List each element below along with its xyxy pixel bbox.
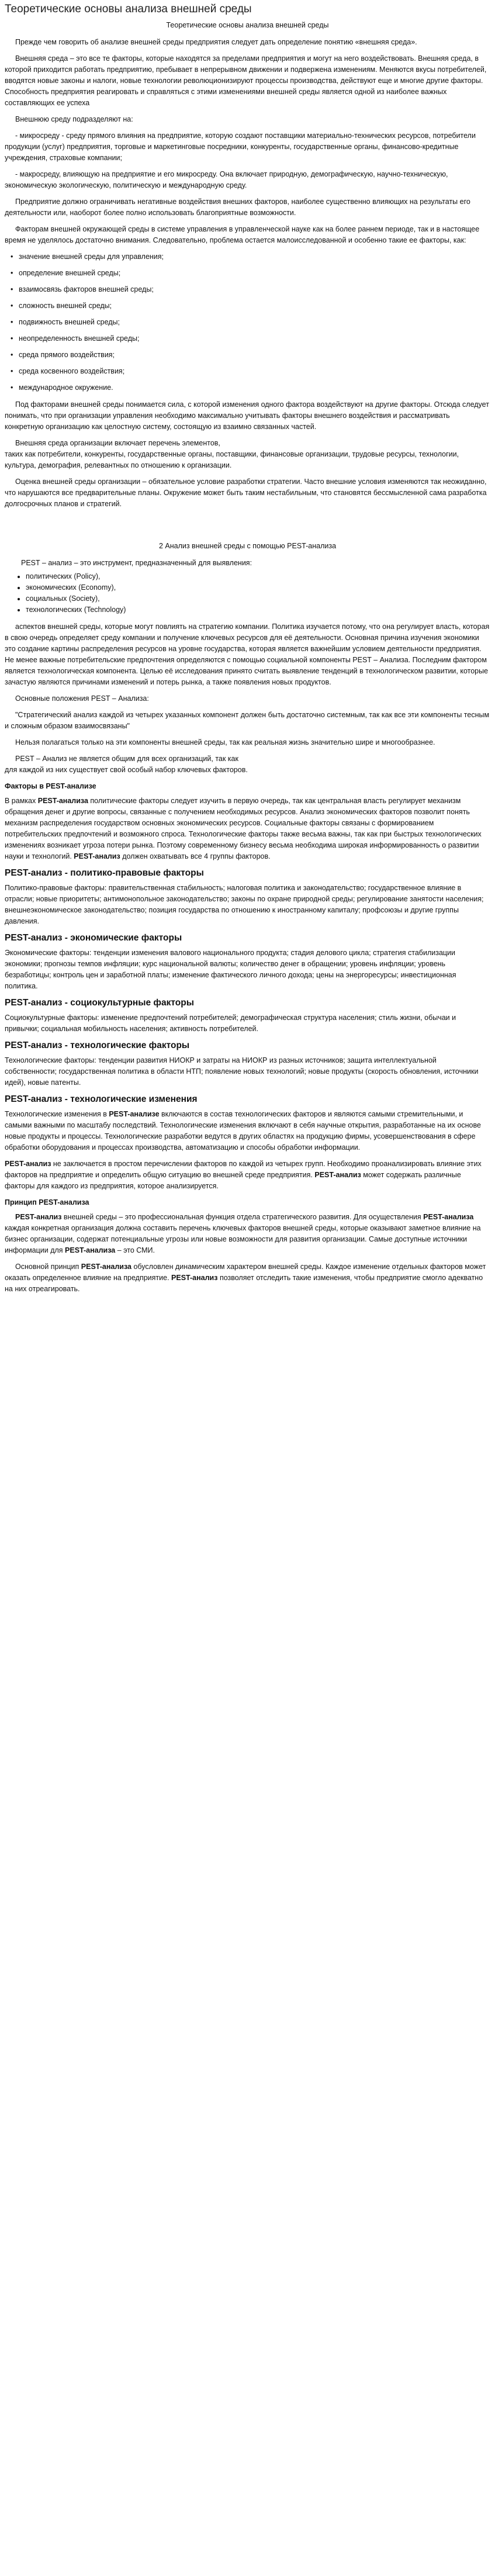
pest-paragraph: "Стратегический анализ каждой из четырех указанных компонент должен быть достаточно системным, так как все эти компоненты тесным и сложным образом взаимосвязаны" xyxy=(5,711,490,730)
list-item: • среда косвенного воздействия; xyxy=(19,366,490,377)
list-item: • социальных (Society), xyxy=(26,593,490,604)
pest-list xyxy=(5,571,490,616)
list-item: • экономических (Economy), xyxy=(26,582,490,593)
page-title: Теоретические основы анализа внешней среды xyxy=(5,3,252,15)
list-item: • международное окружение. xyxy=(19,382,490,393)
intro-paragraph: Прежде чем говорить об анализе внешней среды предприятия следует дать определение понятию «внешняя среда». xyxy=(15,38,417,46)
social-heading: PEST-анализ - социокультурные факторы xyxy=(5,998,194,1008)
pest-paragraph: аспектов внешней среды, которые могут повлиять на стратегию компании. Политика изучается потому, что она регулирует власть, которая в свою очередь определяет среду компании и получение ключевых ресурсов для её деятельности. Основная причина изучения экономики это создание картины распределения ресурсов на уровне государства, которая является важнейшим условием деятельности предприятия. Не менее важные потребительские предпочтения определяются с помощью социальной компоненты PEST – Анализа. Последним фактором является технологическая компонента. Целью её исследования принято считать выявление тенденций в технологическом развитии, которые зачастую являются причинами изменений и потерь рынка, а также появления новых продуктов. xyxy=(5,623,490,686)
summary-paragraph: PEST-анализ не заключается в простом перечислении факторов по каждой из четырех групп. Необходимо проанализировать влияние этих факторов на предприятие и определить общую ситуацию во внешней среде предприятия. PEST-анализ может содержать различные факторы для каждого из предприятия, которое анализируется. xyxy=(5,1160,482,1190)
list-item: • технологических (Technology) xyxy=(26,604,490,616)
factors-list xyxy=(5,251,490,393)
body-paragraph: Внешняя среда организации включает перечень элементов, таких как потребители, конкуренты, государственные органы, поставщики, финансовые организации, трудовые ресурсы, технологии, культура, демография, релевантных по отношению к организации. xyxy=(5,439,459,469)
list-item: • значение внешней среды для управления; xyxy=(19,251,490,262)
tech-changes-text: Технологические изменения в PEST-анализе включаются в состав технологических факторов и являются самыми стремительными, и самыми важными по масштабу последствий. Технологические изменения включают в себя научные открытия, разработанные на их основе новые продукты и процессы. Технологические разработки ведутся в других областях на продукцию фирмы, усовершенствования в сфере обработки оборудования и процессах производства, автоматизацию и способы обработки информации. xyxy=(5,1110,481,1152)
list-item: • политических (Policy), xyxy=(26,571,490,582)
political-heading: PEST-анализ - политико-правовые факторы xyxy=(5,868,204,878)
intro-paragraph: - макросреду, влияющую на предприятие и его микросреду. Она включает природную, демографическую, научно-техническую, экономическую экологическую, политическую и международную среду. xyxy=(5,170,448,189)
intro-paragraph: Факторам внешней окружающей среды в системе управления в управленческой науке как на более раннем периоде, так и в настоящее время не уделялось достаточно внимания. Следовательно, проблема остается малоисследованной и особенно такие ее факторы, как: xyxy=(5,225,480,244)
list-item: • подвижность внешней среды; xyxy=(19,317,490,328)
social-text: Социокультурные факторы: изменение предпочтений потребителей; демографическая структура населения; стиль жизни, обычаи и привычки; социальная мобильность населения; активность потребителей. xyxy=(5,1014,456,1033)
tech-changes-heading: PEST-анализ - технологические изменения xyxy=(5,1094,198,1104)
list-item: • неопределенность внешней среды; xyxy=(19,333,490,344)
intro-paragraph: Предприятие должно ограничивать негативные воздействия внешних факторов, наиболее существенно влияющих на результаты его деятельности или, наоборот более полно использовать благоприятные возможности. xyxy=(5,198,470,217)
economic-heading: PEST-анализ - экономические факторы xyxy=(5,933,182,943)
principle-heading: Принцип PEST-анализа xyxy=(5,1198,89,1206)
factors-paragraph: В рамках PEST-анализа политические факторы следует изучить в первую очередь, так как центральная власть регулирует механизм обращения денег и другие вопросы, связанные с получением необходимых ресурсов. Анализ экономических факторов позволит понять механизм распределения государством основных экономических ресурсов. Социальные факторы связаны с формированием потребительских предпочтений и возможного спроса. Технологические факторы также весьма важны, так как при быстрых технологических изменениях возникает угроза потери рынка. Поэтому современному бизнесу весьма необходима широкая информированность о развитии науки и технологий. PEST-анализ должен охватывать все 4 группы факторов. xyxy=(5,797,482,860)
section-title: 2 Анализ внешней среды с помощью PEST-анализа xyxy=(158,542,337,550)
pest-paragraph: Нельзя полагаться только на эти компоненты внешней среды, так как реальная жизнь значительно шире и многообразнее. xyxy=(15,738,435,746)
subtitle: Теоретические основы анализа внешней среды xyxy=(166,21,329,29)
list-item: • среда прямого воздействия; xyxy=(19,350,490,361)
list-item: • сложность внешней среды; xyxy=(19,300,490,312)
technology-text: Технологические факторы: тенденции развития НИОКР и затраты на НИОКР из разных источников; защита интеллектуальной собственности; государственная политика в области НТП; появление новых технологий; новые продукты (скорость обновления, источники идей), новые патенты. xyxy=(5,1056,479,1087)
pest-paragraph: Основные положения PEST – Анализа: xyxy=(15,694,149,703)
factors-heading: Факторы в PEST-анализе xyxy=(5,782,96,790)
intro-paragraph: Внешнюю среду подразделяют на: xyxy=(15,115,133,123)
body-paragraph: Под факторами внешней среды понимается сила, с которой изменения одного фактора воздействуют на другие факторы. Отсюда следует понимать, что при организации управления необходимо максимально учитывать факторы внешнего воздействия и рассматривать конкретную организацию как целостную систему, состоящую из взаимно связанных частей. xyxy=(5,400,489,431)
body-paragraph: Оценка внешней среды организации – обязательное условие разработки стратегии. Часто внешние условия изменяются так неожиданно, что нарушаются все предварительные планы. Окружение может быть таким нестабильным, что становятся бессмысленной сама разработка долгосрочных планов и стратегий. xyxy=(5,478,487,508)
intro-paragraph: - микросреду - среду прямого влияния на предприятие, которую создают поставщики материально-технических ресурсов, потребители продукции (услуг) предприятия, торговые и маркетинговые посредники, конкуренты, государственные органы, финансово-кредитные учреждения, страховые компании; xyxy=(5,132,476,162)
pest-intro: PEST – анализ – это инструмент, предназначенный для выявления: xyxy=(21,559,252,567)
economic-text: Экономические факторы: тенденции изменения валового национального продукта; стадия делового цикла; стратегия стабилизации экономики; прогнозы темпов инфляции; курс национальной валюты; количество денег в обращении; уровень инфляции; уровень безработицы; контроль цен и заработной платы; изменение фактического личного дохода; цены на энергоресурсы; инвестиционная политика. xyxy=(5,949,456,990)
list-item: • определение внешней среды; xyxy=(19,268,490,279)
intro-paragraph: Внешняя среда – это все те факторы, которые находятся за пределами предприятия и могут на него воздействовать. Внешняя среда, в которой приходится работать предприятию, пребывает в непрерывном движении и подвержена изменениям. Меняются вкусы потребителей, вводятся новые законы и налоги, новые технологии революционизируют процессы производства, действуют еще и многие другие факторы. Способность предприятия реагировать и справляться с этими изменениями внешней среды является одной из наиболее важных составляющих ее успеха xyxy=(5,54,487,107)
political-text: Политико-правовые факторы: правительственная стабильность; налоговая политика и законодательство; государственное влияние в отрасли; новые приоритеты; антимонопольное законодательство; законы по охране природной среды; регулирование занятости населения; внешнеэкономическое законодательство; позиция государства по отношению к иностранному капиталу; профсоюзы и другие группы давления. xyxy=(5,884,484,925)
spacer xyxy=(5,515,490,541)
list-item: • взаимосвязь факторов внешней среды; xyxy=(19,284,490,295)
principle-paragraph: PEST-анализ внешней среды – это профессиональная функция отдела стратегического развития. Для осуществления PEST-анализа каждая конкретная организация должна составить перечень ключевых факторов внешней среды, которые оказывают заметное влияние на бизнес организации, содержат потенциальные угрозы или новые возможности для развития организации. Самые доступные источники информации для PEST-анализа – это СМИ. xyxy=(5,1213,481,1254)
principle-paragraph: Основной принцип PEST-анализа обусловлен динамическим характером внешней среды. Каждое изменение отдельных факторов может оказать определенное влияние на предприятие. PEST-анализ позволяет отследить такие изменения, чтобы предприятие смогло адекватно на них отреагировать. xyxy=(5,1263,486,1293)
technology-heading: PEST-анализ - технологические факторы xyxy=(5,1040,190,1050)
pest-paragraph: PEST – Анализ не является общим для всех организаций, так как для каждой из них существует свой особый набор ключевых факторов. xyxy=(5,755,248,774)
